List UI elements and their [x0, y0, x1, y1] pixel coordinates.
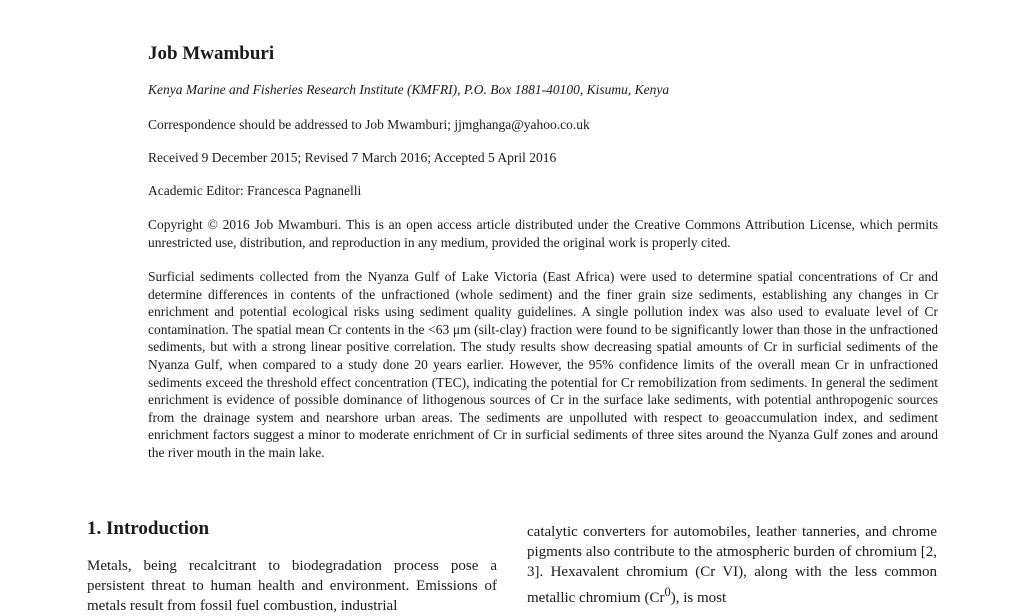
- section-title: 1. Introduction: [87, 518, 210, 539]
- intro-right-text-b: ), is most: [670, 590, 727, 606]
- intro-right-text-a: catalytic converters for automobiles, leather tanneries, and chrome pigments also contribute to the atmospheric burden of chromium [2, 3]. Hexavalent chromium (Cr VI), along with the less common metallic chromium (Cr: [527, 524, 937, 606]
- abstract: Surficial sediments collected from the Nyanza Gulf of Lake Victoria (East Africa) were used to determine spatial concentrations of Cr and determine differences in contents of the unfractioned (whole sediment) and the finer grain size sediments, establishing any changes in Cr enrichment and potential ecological risks using sediment quality guidelines. A single pollution index was also used to evaluate level of Cr contamination. The spatial mean Cr contents in the <63 μm (silt-clay) fraction were found to be significantly lower than those in the unfractioned sediments, but with a strong linear positive correlation. The study results show decreasing spatial amounts of Cr in surficial sediments of the Nyanza Gulf, when compared to a study done 20 years earlier. However, the 95% confidence limits of the overall mean Cr in unfractioned sediments exceed the threshold effect concentration (TEC), indicating the potential for Cr remobilization from sediments. In general the sediment enrichment is evidence of possible dominance of lithogenous sources of Cr in the surface lake sediments, with potential anthropogenic sources from the drainage system and nearshore urban areas. The sediments are unpolluted with respect to geoaccumulation index, and sediment enrichment factors suggest a minor to moderate enrichment of Cr in surficial sediments of three sites around the Nyanza Gulf zones and around the river mouth in the main lake.: [148, 269, 938, 460]
- superscript: 0: [664, 585, 671, 599]
- affiliation: Kenya Marine and Fisheries Research Institute (KMFRI), P.O. Box 1881-40100, Kisumu, Kenya: [148, 82, 670, 97]
- intro-left-column: Metals, being recalcitrant to biodegradation process pose a persistent threat to human health and environment. Emissions of metals result from fossil fuel combustion, industrial: [87, 558, 497, 614]
- author-name: Job Mwamburi: [148, 43, 275, 64]
- copyright-notice: Copyright © 2016 Job Mwamburi. This is an open access article distributed under the Creative Commons Attribution License, which permits unrestricted use, distribution, and reproduction in any medium, provided the original work is properly cited.: [148, 217, 938, 250]
- correspondence: Correspondence should be addressed to Job Mwamburi; jjmghanga@yahoo.co.uk: [148, 117, 590, 132]
- academic-editor: Academic Editor: Francesca Pagnanelli: [148, 183, 362, 198]
- intro-right-column: [527, 522, 937, 608]
- submission-dates: Received 9 December 2015; Revised 7 March 2016; Accepted 5 April 2016: [148, 150, 557, 165]
